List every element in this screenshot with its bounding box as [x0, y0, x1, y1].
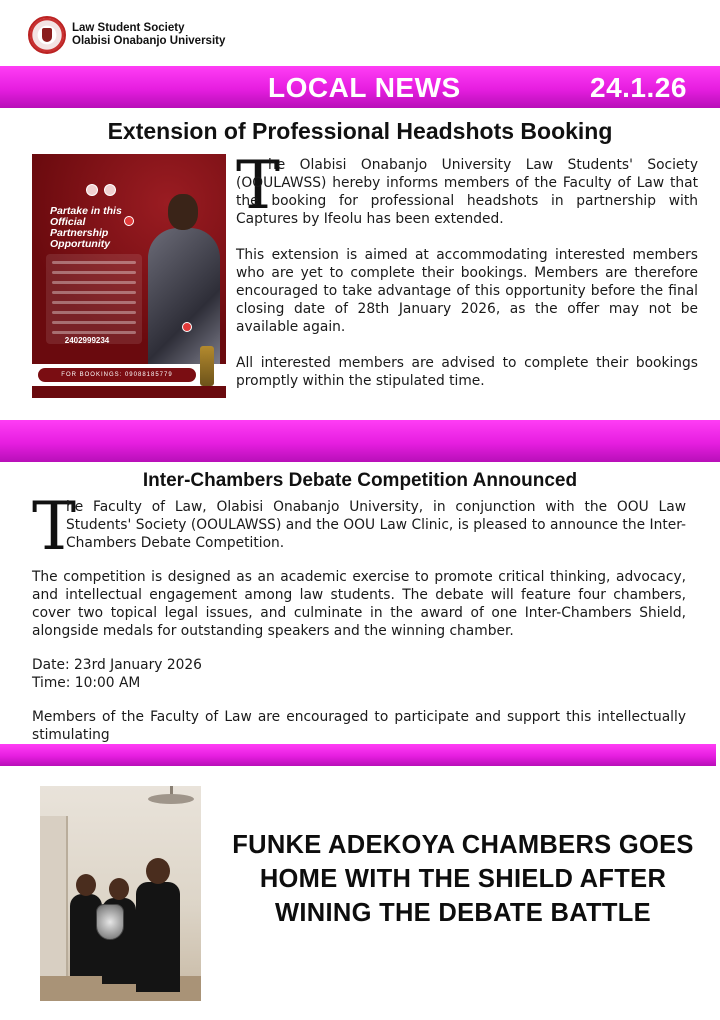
section-divider [0, 744, 716, 766]
org-name [72, 22, 225, 48]
flyer-logo-icon [86, 184, 98, 196]
flyer-logo-icon [104, 184, 116, 196]
winners-photo [40, 786, 201, 1001]
ceiling-fan-icon [148, 794, 194, 804]
article3-headline: FUNKE ADEKOYA CHAMBERS GOES HOME WITH THE SHIELD AFTER WINING THE DEBATE BATTLE [232, 831, 694, 927]
article1-dropcap: T [236, 147, 281, 224]
article2-paragraph: The competition is designed as an academic exercise to promote critical thinking, advocacy, and intellectual engagement among law students. The debate will feature four chambers, cover two topical legal issues, and culminate in the award of one Inter-Chambers Shield, alongside medals for outstanding speakers and the winning chamber. [32, 569, 686, 639]
section-title: LOCAL NEWS [268, 72, 461, 103]
article1-paragraph: All interested members are advised to complete their bookings promptly within the stipulated time. [236, 355, 698, 389]
article2-dropcap: T [32, 488, 77, 565]
heart-icon [124, 216, 134, 226]
section-divider [0, 420, 720, 462]
flyer-booking-strip [38, 368, 196, 382]
article1-body [236, 147, 698, 390]
masthead [0, 0, 720, 66]
issue-date: 24.1.26 [590, 72, 687, 103]
headshot-flyer-image [32, 154, 226, 398]
article2-title: Inter-Chambers Debate Competition Announced [142, 470, 578, 491]
article2-paragraph: he Faculty of Law, Olabisi Onabanjo University, in conjunction with the OOU Law Students' Society (OOULAWSS) and the OOU Law Clinic, is pleased to announce the Inter-Chambers Debate Competition. [66, 499, 686, 551]
flyer-footer-text: FOR BOOKINGS: 09088185779 [61, 372, 173, 378]
lady-justice-statue-icon [200, 346, 214, 386]
article1-paragraph: he Olabisi Onabanjo University Law Students' Society (OOULAWSS) hereby informs members of the Faculty of Law that the booking for professional headshots in partnership with Captures by Ifeolu has been extended. [236, 157, 698, 227]
article2-body [32, 488, 686, 744]
article1-paragraph: This extension is aimed at accommodating interested members who are yet to complete their bookings. Members are therefore encouraged to take advantage of this opportunity before the final closing date of 28th January 2026, as the offer may not be available again. [236, 247, 698, 335]
event-date: Date: 23rd January 2026 [32, 657, 202, 673]
flyer-headline: Partake in this Official Partnership Opportunity [50, 205, 122, 250]
article1-title: Extension of Professional Headshots Booking [107, 118, 613, 144]
article2-paragraph: Members of the Faculty of Law are encouraged to participate and support this intellectually stimulating [32, 709, 686, 743]
org-name-line2: Olabisi Onabanjo University [72, 35, 226, 47]
event-time: Time: 10:00 AM [32, 675, 141, 691]
org-name-line1: Law Student Society [72, 22, 185, 34]
flyer-terms-box [46, 254, 142, 344]
heart-icon [182, 322, 192, 332]
flyer-contact: 2402999234 [64, 336, 110, 345]
trophy-shield-icon [96, 904, 124, 940]
society-logo-icon [28, 16, 66, 54]
